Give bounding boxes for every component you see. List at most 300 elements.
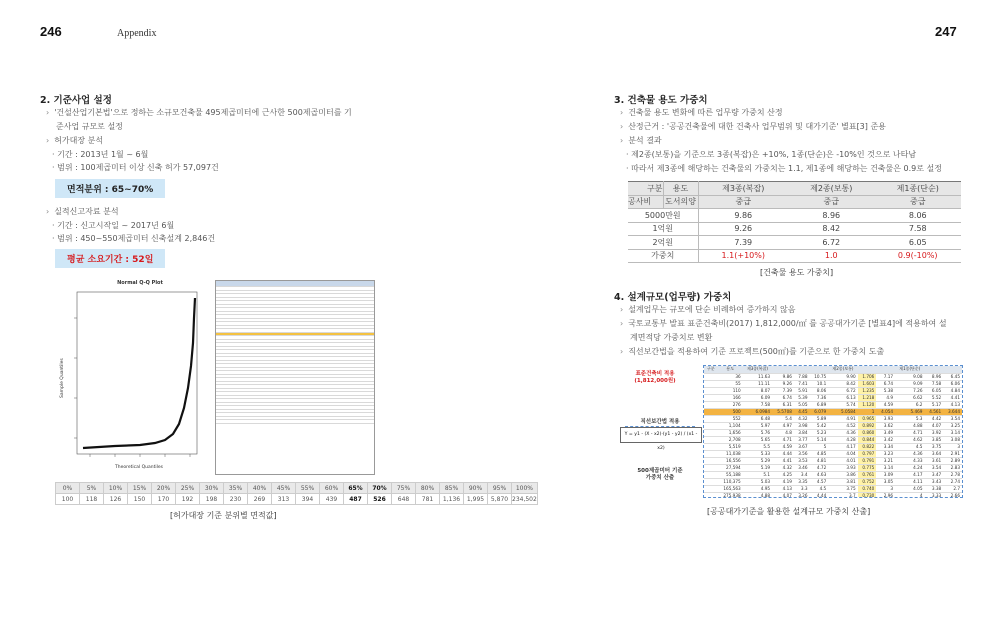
scale-table-row [704, 478, 962, 485]
percentile-header-cell: 60% [320, 483, 344, 494]
table-cell: 9.26 [698, 222, 788, 236]
bullet-1-line2: 준사업 규모로 설정 [56, 122, 123, 131]
bullet-3-sub1: · 기간 : 신고시작일 ~ 2017년 6월 [52, 221, 175, 230]
scale-table-cell: 8.42 [828, 380, 857, 387]
scale-table-cell: 55 [718, 380, 743, 387]
scale-table-cell: 6.62 [895, 394, 924, 401]
scale-table-cell: 4.84 [943, 387, 962, 394]
scale-table-cell: 2.96 [876, 492, 895, 498]
scale-table-cell: 3.75 [828, 485, 857, 492]
scale-table-cell: 3.77 [794, 436, 810, 443]
scale-table-cell: 3.56 [794, 450, 810, 457]
scale-table-cell: 5,519 [718, 443, 743, 450]
scale-table-cell: 4.11 [895, 478, 924, 485]
scale-table-cell: 10.75 [810, 373, 829, 380]
scale-table-header-cell: 제3종(복잡) [743, 366, 772, 373]
scale-table-cell: 4.28 [828, 436, 857, 443]
r3-bullet-2: › 산정근거 : '공공건축물에 대한 건축사 업무범위 및 대가기준' 별표[3] 준용 [620, 120, 886, 134]
note-standard-cost: 표준건축비 적용 (1,812,000원) [634, 371, 676, 384]
percentile-value-cell: 192 [176, 494, 200, 505]
scale-table-cell: 2.7 [943, 485, 962, 492]
percentile-value-cell: 230 [224, 494, 248, 505]
scale-table-cell: 7.58 [743, 401, 772, 408]
scale-table-cell: 0.822 [858, 443, 877, 450]
scale-table-cell: 3.34 [876, 443, 895, 450]
scale-table-cell: 2.66 [943, 492, 962, 498]
scale-table-cell: 4 [895, 492, 924, 498]
scale-table-row [704, 380, 962, 387]
scale-table-cell: 3.81 [828, 478, 857, 485]
scale-table-cell: 0.752 [858, 478, 877, 485]
col-header-3: 제1종(단순) [874, 182, 961, 196]
scale-table-cell [704, 387, 718, 394]
percentile-header-cell: 90% [464, 483, 488, 494]
percentile-header-cell: 30% [200, 483, 224, 494]
bullet-2: › 허가대장 분석 [46, 134, 103, 148]
scale-table-cell: 4.52 [828, 422, 857, 429]
scale-table-cell: 5.76 [743, 429, 772, 436]
scale-table-cell: 3.92 [924, 429, 943, 436]
corner-bottom: 공사비 [628, 195, 663, 209]
scale-table-cell: 4.44 [772, 450, 794, 457]
percentile-header-cell: 15% [128, 483, 152, 494]
percentile-value-cell: 150 [128, 494, 152, 505]
scale-table-cell: 9.08 [895, 373, 924, 380]
bullet-3: › 실적신고자료 분석 [46, 205, 119, 219]
scale-table-header-cell: 제1종(단순) [895, 366, 924, 373]
running-header: Appendix [117, 28, 157, 39]
percentile-header-cell: 75% [392, 483, 416, 494]
bullet-2-sub2: · 범위 : 100제곱미터 이상 신축 허가 57,097건 [52, 163, 219, 172]
scale-table-cell: 3.09 [876, 471, 895, 478]
scale-table-cell: 5.38 [876, 387, 895, 394]
level-1: 중급 [698, 195, 788, 209]
scale-table-cell: 5.29 [743, 457, 772, 464]
scale-table-cell: 5.03 [743, 478, 772, 485]
scale-table-cell: 6.74 [876, 380, 895, 387]
scale-table-header-cell: 용도 [718, 366, 743, 373]
scale-table-cell: 0.860 [858, 429, 877, 436]
scale-table-cell: 165,563 [718, 485, 743, 492]
scale-table-cell: 0.791 [858, 457, 877, 464]
table-cell: 9.86 [698, 209, 788, 223]
scale-table-cell: 6.74 [772, 394, 794, 401]
scale-table-row [704, 408, 962, 415]
scale-table-header-cell [943, 366, 962, 373]
scale-table-cell: 6.079 [810, 408, 829, 415]
scale-table-cell: 6.06 [943, 380, 962, 387]
scale-table-cell: 3.46 [794, 464, 810, 471]
scale-table-cell: 1,656 [718, 429, 743, 436]
scale-table-cell: 55,188 [718, 471, 743, 478]
scale-table-cell: 3.49 [876, 429, 895, 436]
scale-table-cell [704, 478, 718, 485]
r4-bullet-2-line2: 계면적당 가중치로 변환 [630, 333, 713, 342]
scale-table-cell: 5.74 [828, 401, 857, 408]
interpolation-formula: Y = y1 - (X - x2)·(y1 - y2) / (x1 - x2) [620, 427, 702, 443]
scale-table-cell: 6.05 [924, 387, 943, 394]
scale-table-cell: 5.39 [794, 394, 810, 401]
caption-left: [허가대장 기준 분위별 면적값] [170, 511, 277, 520]
r3-bullet-3: › 분석 결과 [620, 134, 662, 148]
scale-table-cell: 3.23 [876, 450, 895, 457]
scale-table-row [704, 443, 962, 450]
scale-table-cell: 8.96 [924, 373, 943, 380]
scale-weight-table [704, 366, 962, 498]
weight-value: 1.1(+10%) [698, 249, 788, 263]
percentile-header-cell: 45% [272, 483, 296, 494]
scale-table-cell: 5.65 [743, 436, 772, 443]
scale-table-cell: 36 [718, 373, 743, 380]
scale-table-cell: 2.74 [943, 478, 962, 485]
scale-table-cell: 4.59 [772, 443, 794, 450]
percentile-header-cell: 70% [368, 483, 392, 494]
scale-table-row [704, 492, 962, 498]
scale-table-cell: 3.84 [794, 429, 810, 436]
scale-table-cell: 5.469 [895, 408, 924, 415]
section-title-2: 2. 기준사업 설정 [40, 95, 112, 106]
weight-label: 가중치 [628, 249, 698, 263]
scale-table-row [704, 471, 962, 478]
scale-table-cell [704, 415, 718, 422]
scale-table-cell: 110,375 [718, 478, 743, 485]
scale-table-cell: 3.35 [794, 478, 810, 485]
scale-table-cell: 4.62 [895, 436, 924, 443]
scale-table-cell: 6.2 [895, 401, 924, 408]
scale-table-cell: 500 [718, 408, 743, 415]
percentile-value-cell: 394 [296, 494, 320, 505]
scale-table-cell: 4.07 [772, 492, 794, 498]
percentile-header-cell: 95% [488, 483, 512, 494]
percentile-value-cell: 648 [392, 494, 416, 505]
scale-table-cell: 7.39 [772, 387, 794, 394]
qq-plot-svg [55, 288, 205, 473]
percentile-table [55, 482, 538, 505]
scale-table-cell: 3.64 [924, 450, 943, 457]
percentile-value-cell: 234,502 [512, 495, 537, 503]
scale-table-row [704, 485, 962, 492]
scale-table-row [704, 415, 962, 422]
scale-table-cell: 3.05 [876, 478, 895, 485]
scale-table-cell: 2.78 [943, 471, 962, 478]
percentile-value-cell: 126 [104, 494, 128, 505]
weight-value: 0.9(-10%) [874, 249, 961, 263]
row-label: 1억원 [628, 222, 698, 236]
scale-table-cell: 0.797 [858, 450, 877, 457]
scale-table-cell: 7.58 [924, 380, 943, 387]
scale-table-cell: 5.3 [895, 415, 924, 422]
scale-table-head [704, 366, 962, 373]
scale-table-cell: 4.5 [895, 443, 924, 450]
scale-table-cell: 4.45 [794, 408, 810, 415]
scale-table-row [704, 422, 962, 429]
scale-table-cell: 11,038 [718, 450, 743, 457]
scale-table-cell: 4.32 [772, 464, 794, 471]
scale-table-cell: 276 [718, 401, 743, 408]
avg-duration-chip: 평균 소요기간 : 52일 [55, 249, 165, 268]
scale-table-cell: 166 [718, 394, 743, 401]
percentile-value-cell: 526 [368, 494, 392, 505]
scale-table-cell: 4.054 [876, 408, 895, 415]
percentile-header-cell: 80% [416, 483, 440, 494]
scale-table-cell: 3.61 [924, 457, 943, 464]
scale-table-cell: 4.88 [743, 492, 772, 498]
table-cell: 8.42 [788, 222, 875, 236]
scale-table-row [704, 464, 962, 471]
col-header-2: 제2종(보통) [788, 182, 875, 196]
scale-table-cell: 4.561 [924, 408, 943, 415]
r4-bullet-2-line1: › 국토교통부 발표 표준건축비(2017) 1,812,000/㎡ 를 공공대가기준 [별표4]에 적용하여 설 [620, 317, 947, 331]
level-2: 중급 [788, 195, 875, 209]
scale-table-cell [704, 485, 718, 492]
difficulty-label: 도서의양 [663, 195, 698, 209]
scale-table-cell [704, 464, 718, 471]
scale-table-cell: 7.36 [810, 394, 829, 401]
scale-table-cell: 4.13 [943, 401, 962, 408]
percentile-value-cell: 118 [80, 494, 104, 505]
scale-table-cell: 5 [810, 443, 829, 450]
scale-table-cell: 5.1 [743, 471, 772, 478]
scale-table-cell: 3.14 [876, 464, 895, 471]
scale-table-cell: 5.91 [794, 387, 810, 394]
scale-table-cell: 5.5 [743, 443, 772, 450]
scale-table-cell: 3.3 [794, 485, 810, 492]
scale-table-cell: 3.38 [924, 485, 943, 492]
scale-table-cell: 0.730 [858, 492, 877, 498]
scale-table-cell: 3.75 [924, 443, 943, 450]
scale-table-cell: 1.218 [858, 394, 877, 401]
scale-table-cell: 4.91 [828, 415, 857, 422]
scale-table-cell: 4.13 [772, 485, 794, 492]
scale-table-cell: 3.26 [794, 492, 810, 498]
section-title-3: 3. 건축물 용도 가중치 [614, 95, 708, 106]
scale-table-header-cell [876, 366, 895, 373]
scale-table-cell [704, 457, 718, 464]
scale-table-cell: 4.44 [810, 492, 829, 498]
table-cell: 7.39 [698, 236, 788, 250]
scale-table-cell: 3 [876, 485, 895, 492]
scale-table-cell: 5.0584 [828, 408, 857, 415]
scale-table-cell: 5.4 [772, 415, 794, 422]
scale-table-cell: 552 [718, 415, 743, 422]
scale-table-cell: 5.23 [810, 429, 829, 436]
scale-table-cell: 6.0984 [743, 408, 772, 415]
percentile-header-cell: 20% [152, 483, 176, 494]
percentile-header-cell: 40% [248, 483, 272, 494]
qq-ylabel: Sample Quantiles [60, 358, 65, 398]
qq-xlabel: Theoretical Quantiles [115, 465, 163, 470]
scale-table-cell: 4.17 [895, 471, 924, 478]
table-cell: 8.06 [874, 209, 961, 223]
page-number-right: 247 [935, 24, 957, 39]
percentile-value-cell: 198 [200, 494, 224, 505]
scale-table-cell: 4.24 [895, 464, 924, 471]
percentile-value-cell: 313 [272, 494, 296, 505]
scale-table-header-cell [794, 366, 810, 373]
row-label: 5000만원 [628, 209, 698, 223]
use-weight-table [628, 181, 961, 263]
scale-table-cell: 4.41 [943, 394, 962, 401]
scale-table-cell: 4.19 [772, 478, 794, 485]
scale-table-cell: 4.57 [810, 478, 829, 485]
scale-table-cell: 4.01 [828, 457, 857, 464]
percentile-header-cell: 35% [224, 483, 248, 494]
table-cell: 6.05 [874, 236, 961, 250]
scale-table-cell: 0.775 [858, 464, 877, 471]
scale-table-cell: 4.81 [810, 457, 829, 464]
scale-table-header-cell: 제2종(보통) [828, 366, 857, 373]
area-quantile-chip: 면적분위 : 65~70% [55, 179, 165, 198]
scale-table-cell: 3.93 [876, 415, 895, 422]
bullet-3-sub2: · 범위 : 450~550제곱미터 신축설계 2,846건 [52, 234, 216, 243]
scale-table-cell: 11.11 [743, 380, 772, 387]
scale-table-cell: 6.31 [772, 401, 794, 408]
scale-table-row [704, 436, 962, 443]
note-500-basis: 500제곱미터 기준 가중치 산출 [637, 468, 683, 481]
scale-table-cell: 5.05 [794, 401, 810, 408]
scale-table-cell: 27,594 [718, 464, 743, 471]
scale-table-cell: 275,938 [718, 492, 743, 498]
corner-top: 구분 [628, 182, 663, 196]
scale-table-cell: 3.4 [794, 471, 810, 478]
scale-table-cell: 5.42 [810, 422, 829, 429]
scale-table-cell: 8.06 [810, 387, 829, 394]
scale-table-cell: 1.706 [858, 373, 877, 380]
scale-table-header-cell [924, 366, 943, 373]
percentile-value-cell: 1,995 [464, 494, 488, 505]
scale-table-cell: 3.42 [876, 436, 895, 443]
scale-table-cell: 4.33 [895, 457, 924, 464]
caption-scale-weight: [공공대가기준을 활용한 설계규모 가중치 산출] [707, 507, 871, 516]
scale-table-cell: 6.09 [743, 394, 772, 401]
scale-table-cell: 3.98 [794, 422, 810, 429]
bullet-2-sub1: · 기간 : 2013년 1월 ~ 6월 [52, 150, 149, 159]
scale-table-cell: 4.85 [810, 450, 829, 457]
scale-table-cell [704, 429, 718, 436]
scale-table-header-cell [858, 366, 877, 373]
scale-table-cell: 1.120 [858, 401, 877, 408]
scale-table-cell [704, 373, 718, 380]
scale-table-cell: 10.1 [810, 380, 829, 387]
percentile-header-cell: 5% [80, 483, 104, 494]
qq-plot-title: Normal Q-Q Plot [117, 280, 163, 286]
r4-bullet-3: › 직선보간법을 적용하여 기준 프로젝트(500㎡)를 기준으로 한 가중치 도출 [620, 345, 884, 359]
level-3: 중급 [874, 195, 961, 209]
percentile-header-cell: 55% [296, 483, 320, 494]
percentile-header-cell: 65% [344, 483, 368, 494]
scale-weight-table-image [703, 365, 963, 498]
weight-value: 1.0 [788, 249, 875, 263]
scale-table-cell: 6.72 [828, 387, 857, 394]
scale-table-row [704, 394, 962, 401]
percentile-header-cell: 0% [56, 483, 80, 494]
scale-table-cell: 7.88 [794, 373, 810, 380]
col-header-1: 제3종(복잡) [698, 182, 788, 196]
scale-table-cell: 3 [943, 443, 962, 450]
scale-table-cell: 110 [718, 387, 743, 394]
scale-table-cell [704, 443, 718, 450]
scale-table-cell: 1 [858, 408, 877, 415]
scale-table-cell: 7.26 [895, 387, 924, 394]
bullet-1-line1: › '건설산업기본법'으로 정하는 소규모건축물 495제곱미터에 근사한 500제곱미터를 기 [46, 106, 352, 120]
section-title-4: 4. 설계규모(업무량) 가중치 [614, 292, 732, 303]
scale-table-cell: 4.41 [772, 457, 794, 464]
table-cell: 7.58 [874, 222, 961, 236]
scale-table-cell: 0.761 [858, 471, 877, 478]
note-interpolation: 직선보간법 적용 [625, 419, 695, 427]
scale-table-cell: 3.86 [828, 471, 857, 478]
scale-table-cell: 3.21 [876, 457, 895, 464]
scale-table-cell: 7.17 [876, 373, 895, 380]
scale-table-cell: 3.53 [794, 457, 810, 464]
scale-table-cell: 4.04 [828, 450, 857, 457]
scale-table-cell: 9.90 [828, 373, 857, 380]
scale-table-cell: 1.235 [858, 387, 877, 394]
scale-table-cell: 4.05 [895, 485, 924, 492]
scale-table-row [704, 387, 962, 394]
qq-plot-figure [55, 280, 205, 475]
spreadsheet-row [216, 420, 374, 424]
scale-table-cell: 3.644 [943, 408, 962, 415]
scale-table-cell: 3.33 [924, 492, 943, 498]
scale-table-cell: 5.97 [743, 422, 772, 429]
scale-table-row [704, 373, 962, 380]
scale-table-cell [704, 408, 718, 415]
percentile-value-cell: 170 [152, 494, 176, 505]
use-label: 용도 [663, 182, 698, 196]
scale-table-cell: 3.43 [924, 478, 943, 485]
percentile-value-cell: 439 [320, 494, 344, 505]
scale-table-cell: 11.63 [743, 373, 772, 380]
r3-sub-2: · 따라서 제3종에 해당하는 건축물의 가중치는 1.1, 제1종에 해당하는 건축물은 0.9로 설정 [626, 164, 942, 173]
scale-table-cell: 0.740 [858, 485, 877, 492]
scale-table-cell: 4.07 [924, 422, 943, 429]
caption-use-weight: [건축물 용도 가중치] [760, 268, 834, 277]
scale-table-cell: 3.67 [794, 443, 810, 450]
percentile-header-cell: 85% [440, 483, 464, 494]
scale-table-cell: 4.59 [876, 401, 895, 408]
scale-table-cell: 4.95 [743, 485, 772, 492]
scale-table-row [704, 401, 962, 408]
scale-table-cell: 5.17 [924, 401, 943, 408]
percentile-header-cell: 25% [176, 483, 200, 494]
scale-table-cell: 3.47 [924, 471, 943, 478]
scale-table-cell: 3.54 [924, 464, 943, 471]
scale-table-cell: 5.33 [743, 450, 772, 457]
scale-table-cell [704, 394, 718, 401]
percentile-value-cell: 781 [416, 494, 440, 505]
scale-table-cell: 1,104 [718, 422, 743, 429]
row-label: 2억원 [628, 236, 698, 250]
scale-table-cell: 9.26 [772, 380, 794, 387]
scale-table-row [704, 429, 962, 436]
percentile-header-cell: 10% [104, 483, 128, 494]
scale-table-cell: 2.89 [943, 457, 962, 464]
scale-table-cell: 6.89 [810, 401, 829, 408]
table-cell: 6.72 [788, 236, 875, 250]
permit-spreadsheet-image [215, 280, 375, 475]
scale-table-cell: 2.91 [943, 450, 962, 457]
scale-table-cell: 8.07 [743, 387, 772, 394]
scale-table-cell: 5.19 [743, 464, 772, 471]
scale-table-cell: 2,708 [718, 436, 743, 443]
scale-table-cell [704, 422, 718, 429]
scale-table-cell: 3.08 [943, 436, 962, 443]
scale-table-cell: 0.965 [858, 415, 877, 422]
scale-table-header-cell: 구분 [704, 366, 718, 373]
scale-table-cell [704, 450, 718, 457]
scale-table-cell: 3.14 [943, 429, 962, 436]
